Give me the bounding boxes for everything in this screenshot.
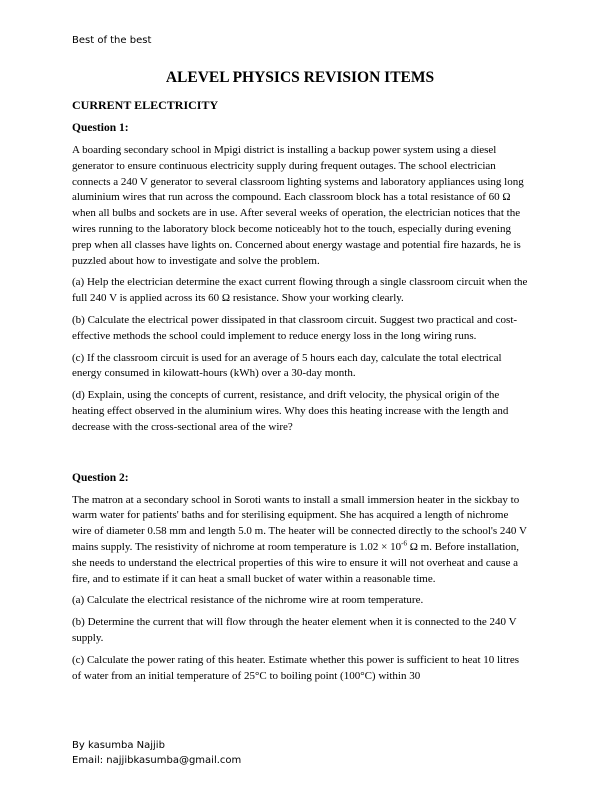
document-title: ALEVEL PHYSICS REVISION ITEMS (165, 69, 435, 86)
page-footer (72, 739, 241, 768)
question-1-part-b: (b) Calculate the electrical power dissipated in that classroom circuit. Suggest two practical and cost-effective methods the school could implement to reduce energy loss in the long wiring runs. (72, 313, 518, 342)
question-1-part-d: (d) Explain, using the concepts of current, resistance, and drift velocity, the physical origin of the heating effect observed in the aluminium wires. Why does this heating increase with the length and decrease with the cross-sectional area of the wire? (72, 389, 509, 433)
question-2-title: Question 2: (72, 471, 129, 484)
footer-author: By kasumba Najjib (72, 740, 165, 751)
section-title: CURRENT ELECTRICITY (72, 98, 219, 112)
question-1-part-c: (c) If the classroom circuit is used for an average of 5 hours each day, calculate the total electrical energy consumed in kilowatt-hours (kWh) over a 30-day month. (72, 351, 502, 380)
question-1-part-a: (a) Help the electrician determine the exact current flowing through a single classroom circuit when the full 240 V is applied across its 60 Ω resistance. Show your working clearly. (72, 276, 528, 305)
question-spacer (72, 442, 528, 470)
question-2-intro (72, 493, 528, 588)
question-2 (72, 470, 528, 685)
footer-email[interactable]: Email: najjibkasumba@gmail.com (72, 754, 242, 766)
question-2-intro-end: Ω m. Before installation, she needs to understand the electrical properties of this wire to ensure it will not overheat and cause a fire, and to estimate if it can heat a small bucket of water within a reasonable time. (72, 540, 520, 585)
question-1 (72, 120, 528, 436)
page-content (72, 68, 528, 690)
resistivity-exponent: -6 (401, 539, 407, 548)
question-2-part-a: (a) Calculate the electrical resistance of the nichrome wire at room temperature. (72, 594, 424, 607)
question-2-part-b: (b) Determine the current that will flow through the heater element when it is connected to the 240 V supply. (72, 616, 517, 644)
question-1-title: Question 1: (72, 122, 129, 134)
question-2-part-c: (c) Calculate the power rating of this heater. Estimate whether this power is sufficient to heat 10 litres of water from an initial temperature of 25°C to boiling point (100°C) within 30 (72, 653, 519, 682)
page-header: Best of the best (72, 35, 152, 46)
question-2-intro-start: The matron at a secondary school in Soroti wants to install a small immersion heater in the sickbay to warm water for patients' baths and for sterilising equipment. She has acquired a length of nichrome wire of diameter 0.58 mm and length 5.0 m. The heater will be connected directly to the school's 240 V mains supply. The resistivity of nichrome at room temperature is 1.02 × 10 (72, 493, 527, 553)
question-1-intro: A boarding secondary school in Mpigi district is installing a backup power system using a diesel generator to ensure continuous electricity supply during frequent outages. The school electrician connects a 240 V generator to several classroom lighting systems and laboratory appliances using long aluminium wires that run across the compound. Each classroom block has a total resistance of 60 Ω when all bulbs and sockets are in use. After several weeks of operation, the electrician notices that the wires running to the laboratory block become noticeably hot to the touch, especially during evening prep when all classes have lights on. Concerned about energy wastage and potential fire hazards, he is puzzled about how to investigate and solve the problem. (72, 144, 524, 267)
